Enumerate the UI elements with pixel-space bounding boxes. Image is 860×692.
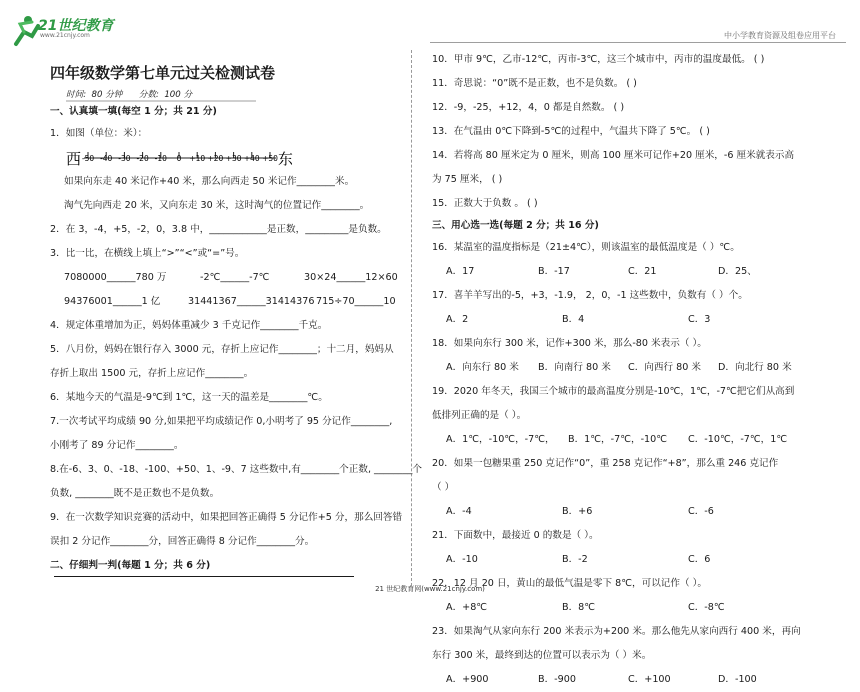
option-b: B．+6 (562, 506, 593, 517)
compare-item: -2℃______-7℃ (200, 272, 270, 283)
number-line-tick-label: +50 (262, 154, 278, 163)
option-b: B．-900 (538, 674, 576, 685)
options-16 (432, 260, 814, 284)
option-c: C．21 (628, 266, 657, 277)
section3-heading: 三、用心选一选(每题 2 分；共 16 分) (432, 220, 599, 231)
number-line-tick-label: 0 (176, 154, 182, 163)
question-1a: 如果向东走 40 米记作+40 米，那么向西走 50 米记作________米。 (64, 176, 355, 187)
option-c: C．向西行 80 米 (628, 362, 701, 373)
option-d: D．-100 (718, 674, 757, 685)
question-23a: 23．如果淘气从家向东行 200 米表示为+200 米。那么他先从家向西行 400 米，再向 (432, 626, 801, 637)
compare-item: 715÷70______10 (316, 296, 396, 307)
question-20a: 20．如果一包糖果重 250 克记作“0”，重 258 克记作“+8”，那么重 246 克记作 (432, 458, 779, 469)
option-b: B．8℃ (562, 602, 596, 613)
number-line (66, 146, 402, 170)
option-a: A．向东行 80 米 (446, 362, 519, 373)
compare-item: 30×24______12×60 (304, 272, 398, 283)
question-8b: 负数, ________既不是正数也不是负数。 (50, 488, 220, 499)
question-3: 3．比一比，在横线上填上“>”“<”或“=”号。 (50, 248, 245, 259)
question-6: 6．某地今天的气温是-9℃到 1℃，这一天的温差是________℃。 (50, 392, 328, 403)
options-21 (432, 548, 814, 572)
question-9b: 误扣 2 分记作________分，回答正确得 8 分记作________分。 (50, 536, 315, 547)
option-b: B．1℃，-7℃，-10℃ (568, 434, 668, 445)
question-16: 16．某温室的温度指标是（21±4℃），则该温室的最低温度是（ ）℃。 (432, 242, 740, 253)
option-a: A．17 (446, 266, 475, 277)
question-15: 15．正数大于负数 。 ( ) (432, 198, 538, 209)
question-5a: 5．八月份，妈妈在银行存入 3000 元，存折上应记作________；十二月，妈妈从 (50, 344, 394, 355)
west-label: 西 (66, 150, 82, 168)
compare-row-1 (50, 266, 402, 290)
option-a: A．+900 (446, 674, 489, 685)
question-9a: 9．在一次数学知识竞赛的活动中，如果把回答正确得 5 分记作+5 分，那么回答错 (50, 512, 403, 523)
question-23b: 东行 300 米，最终到达的位置可以表示为（ ）米。 (432, 650, 652, 661)
exam-meta: 时间: 80 分钟 分数: 100 分 (66, 88, 256, 102)
question-12: 12．-9，-25，+12，4，0 都是自然数。 ( ) (432, 102, 625, 113)
header-rule (430, 42, 846, 43)
option-b: B．4 (562, 314, 585, 325)
east-label: 东 (278, 150, 294, 168)
number-line-tick-label: +40 (243, 154, 260, 163)
option-d: D．向北行 80 米 (718, 362, 792, 373)
question-20b: （ ） (432, 482, 455, 493)
option-b: B．向南行 80 米 (538, 362, 611, 373)
left-column (50, 60, 423, 576)
question-11: 11．奇思说：“0”既不是正数，也不是负数。 ( ) (432, 78, 637, 89)
logo-url: www.21cnjy.com (40, 32, 90, 39)
compare-item: 94376001______1 亿 (64, 296, 161, 307)
option-c: C．-6 (688, 506, 714, 517)
question-5b: 存折上取出 1500 元，存折上应记作________。 (50, 368, 254, 379)
question-22: 22．12 月 20 日，黄山的最低气温是零下 8℃，可以记作（ ）。 (432, 578, 708, 589)
option-c: C．+100 (628, 674, 671, 685)
option-a: A．-4 (446, 506, 472, 517)
right-column (432, 48, 814, 692)
compare-item: 31441367______31414376 (188, 296, 315, 307)
question-17: 17．喜羊羊写出的-5，+3，-1.9， 2，0，-1 这些数中，负数有（ ）个。 (432, 290, 748, 301)
number-line-tick-label: +10 (189, 154, 206, 163)
number-line-figure (66, 146, 296, 170)
question-14a: 14．若将高 80 厘米定为 0 厘米，则高 100 厘米可记作+20 厘米，-6 厘米就表示高 (432, 150, 795, 161)
number-line-tick-label: -20 (136, 154, 149, 163)
column-divider (411, 50, 412, 586)
option-a: A．1℃，-10℃，-7℃， (446, 434, 555, 445)
option-b: B．-2 (562, 554, 588, 565)
question-14b: 为 75 厘米， ( ) (432, 174, 503, 185)
option-d: D．25、 (718, 266, 757, 277)
question-7b: 小刚考了 89 分记作________。 (50, 440, 184, 451)
options-18 (432, 356, 814, 380)
number-line-tick-label: -50 (81, 154, 95, 163)
option-a: A．-10 (446, 554, 478, 565)
question-2: 2．在 3，-4，+5，-2，0，3.8 中，____________是正数，_________是负数。 (50, 224, 387, 235)
number-line-tick-label: -10 (154, 154, 167, 163)
option-a: A．+8℃ (446, 602, 488, 613)
page-footer: 21 世纪教育网(www.21cnjy.com) (375, 585, 485, 593)
option-a: A．2 (446, 314, 469, 325)
question-7a: 7.一次考试平均成绩 90 分,如果把平均成绩记作 0,小明考了 95 分记作________, (50, 416, 393, 427)
question-13: 13．在气温由 0℃下降到-5℃的过程中，气温共下降了 5℃。 ( ) (432, 126, 710, 137)
option-b: B．-17 (538, 266, 570, 277)
question-1b: 淘气先向西走 20 米，又向东走 30 米，这时淘气的位置记作________。 (64, 200, 370, 211)
question-18: 18．如果向东行 300 米，记作+300 米，那么-80 米表示（ ）。 (432, 338, 707, 349)
question-19b: 低排列正确的是（ ）。 (432, 410, 527, 421)
number-line-tick-label: -30 (118, 154, 131, 163)
option-c: C．3 (688, 314, 711, 325)
question-4: 4．规定体重增加为正，妈妈体重减少 3 千克记作________千克。 (50, 320, 328, 331)
question-1: 1．如图（单位：米）： (50, 128, 148, 139)
options-23 (432, 668, 814, 692)
platform-header: 中小学教育资源及组卷应用平台 (724, 31, 836, 40)
number-line-tick-label: -40 (100, 154, 113, 163)
question-19a: 19．2020 年冬天，我国三个城市的最高温度分别是-10℃，1℃，-7℃把它们从高到 (432, 386, 795, 397)
compare-item: 7080000______780 万 (64, 272, 167, 283)
logo-text: 21世纪教育 (38, 18, 114, 34)
bottom-rule (54, 576, 354, 577)
section2-heading: 二、仔细判一判(每题 1 分；共 6 分) (50, 560, 211, 571)
option-c: C．6 (688, 554, 711, 565)
question-8a: 8.在-6、3、0、-18、-100、+50、1、-9、7 这些数中,有________个正数, ________个 (50, 464, 423, 475)
compare-row-2 (50, 290, 402, 314)
question-10: 10．甲市 9℃，乙市-12℃，丙市-3℃，这三个城市中，丙市的温度最低。 ( ) (432, 54, 765, 65)
section1-heading: 一、认真填一填(每空 1 分；共 21 分) (50, 106, 217, 117)
options-17 (432, 308, 814, 332)
option-c: C．-8℃ (688, 602, 725, 613)
options-20 (432, 500, 814, 524)
options-22 (432, 596, 814, 620)
options-19 (432, 428, 814, 452)
number-line-tick-label: +30 (225, 154, 242, 163)
paper-title: 四年级数学第七单元过关检测试卷 (50, 64, 276, 82)
question-21: 21．下面数中，最接近 0 的数是（ ）。 (432, 530, 599, 541)
number-line-tick-label: +20 (207, 154, 224, 163)
option-c: C．-10℃，-7℃，1℃ (688, 434, 788, 445)
